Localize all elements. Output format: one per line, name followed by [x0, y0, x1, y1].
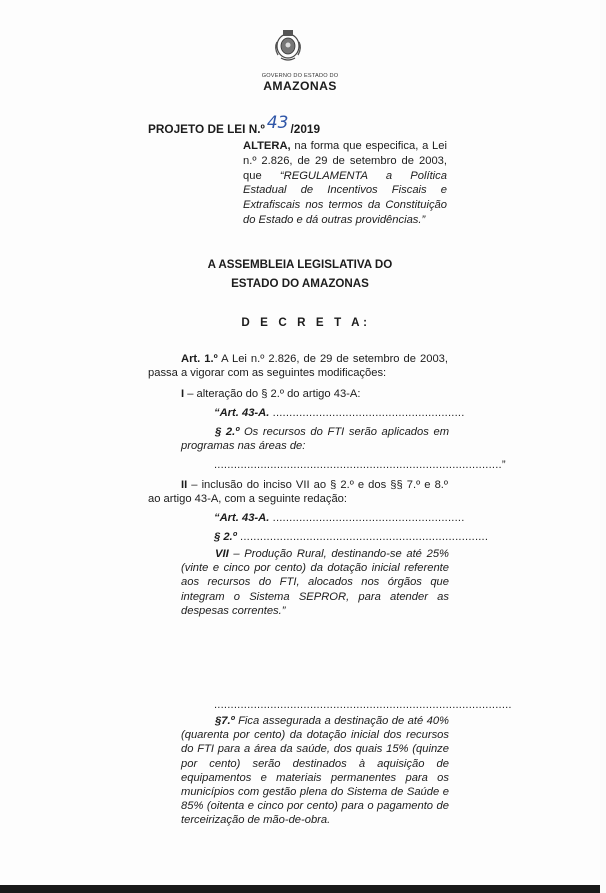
quote-1-paragraph-text: Os recursos do FTI serão aplicados em programas nas áreas de: [181, 426, 450, 453]
quote-2-paragraph-label: § 2.º [214, 531, 237, 543]
inciso-vii [181, 547, 449, 618]
article-1-text: A Lei n.º 2.826, de 29 de setembro de 2003, passa a vigorar com as seguintes modificações: [148, 353, 449, 380]
article-1-label: Art. 1.º [181, 353, 218, 365]
quote-1-article-label: “Art. 43-A. [214, 407, 270, 419]
screen-bottom-edge [0, 885, 600, 893]
summary-quote: “REGULAMENTA a Política Estadual de Incentivos Fiscais e Extrafiscais nos termos da Constituição do Estado e dá outras providências.” [243, 169, 447, 226]
inciso-vii-label: VII [215, 548, 229, 560]
bill-summary [243, 139, 447, 228]
assembly-line-2: ESTADO DO AMAZONAS [231, 277, 369, 290]
item-ii [148, 478, 448, 506]
item-ii-label: II [181, 479, 188, 491]
separator-dots-line: .......................................................................................... [214, 699, 512, 711]
quote-2-article-label: “Art. 43-A. [214, 512, 270, 524]
quote-2-article [214, 511, 465, 525]
summary-lead: ALTERA, [243, 140, 291, 152]
item-i-text: – alteração do § 2.º do artigo 43-A: [184, 388, 361, 400]
assembly-line-1: A ASSEMBLEIA LEGISLATIVA DO [207, 258, 393, 271]
article-1 [148, 352, 448, 380]
item-i-label: I [181, 388, 185, 400]
quote-1-dots-line: .......................................................................................” [214, 459, 506, 471]
item-i [181, 387, 451, 401]
handwritten-bill-number: 43 [266, 113, 289, 133]
quote-1-paragraph [181, 425, 449, 453]
government-label-small: GOVERNO DO ESTADO DO [261, 73, 339, 79]
quote-1-paragraph-label: § 2.º [215, 426, 240, 438]
quote-2-article-dots: .......................................................... [269, 512, 465, 524]
paragraph-7 [181, 714, 449, 828]
quote-1-article-dots: .......................................................... [269, 407, 465, 419]
paragraph-7-label: §7.º [215, 715, 235, 727]
bill-title-prefix: PROJETO DE LEI N.º [148, 122, 265, 136]
quote-1-article [214, 406, 465, 420]
bill-title [148, 113, 321, 136]
inciso-vii-text: – Produção Rural, destinando-se até 25% (vinte e cinco por cento) da dotação inicial referente aos recursos do FTI, alocados nos órgãos que integram o Sistema SEPROR, para atender as despesas correntes.” [181, 548, 449, 617]
decreta-heading: D E C R E T A: [241, 316, 371, 329]
government-label-state: AMAZONAS [263, 79, 337, 93]
item-ii-text: – inclusão do inciso VII ao § 2.º e dos §§ 7.º e 8.º ao artigo 43-A, com a seguinte redação: [148, 479, 448, 506]
state-crest-icon [273, 28, 303, 62]
bill-title-year: /2019 [290, 122, 321, 136]
quote-2-paragraph-dots: ........................................................................... [236, 531, 489, 543]
summary-text: na forma que especifica, a Lei n.º 2.826, de 29 de setembro de 2003, que [243, 140, 447, 182]
paragraph-7-text: Fica assegurada a destinação de até 40% (quarenta por cento) da dotação inicial dos recursos do FTI para a área da saúde, dos quais 15% (quinze por cento) serão destinados à aquisição de equipamentos e materiais permanentes para os municípios com gestão plena do Sistema de Saúde e 85% (oitenta e cinco por cento) para o pagamento de terceirização de mão-de-obra. [181, 715, 449, 827]
quote-2-paragraph [214, 530, 489, 544]
